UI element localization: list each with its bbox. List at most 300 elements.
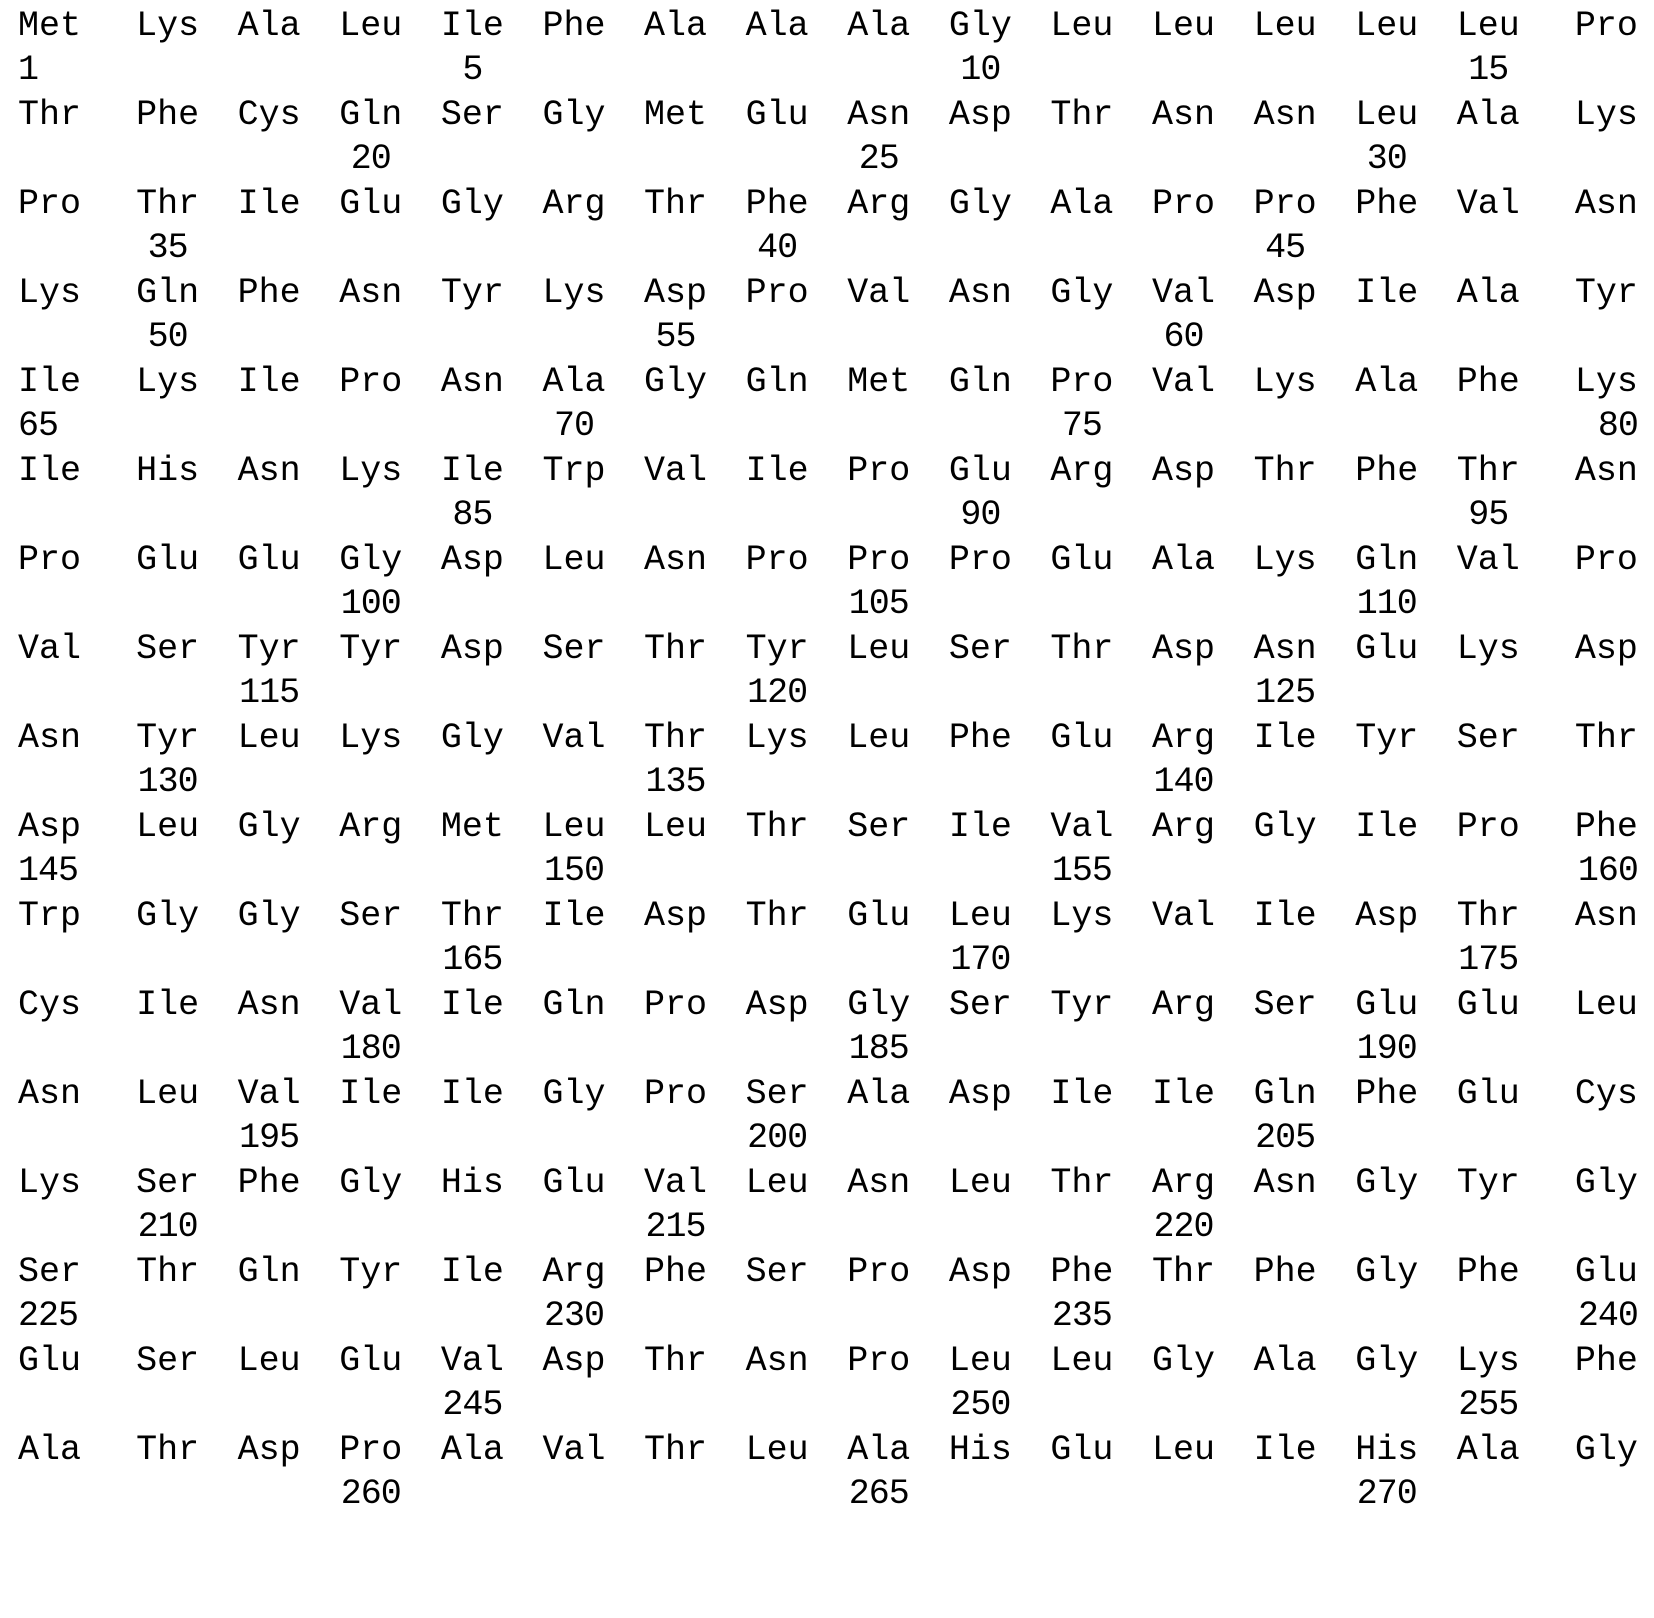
residue: Ser xyxy=(948,629,1012,669)
residue: Arg xyxy=(1152,985,1216,1025)
residue: Ile xyxy=(1253,896,1317,936)
residue-number xyxy=(831,315,927,360)
residue-number xyxy=(424,1205,520,1250)
residue: Ala xyxy=(18,1430,82,1470)
residue: Leu xyxy=(1050,6,1114,46)
residue: Ala xyxy=(1355,362,1419,402)
residue: Phe xyxy=(136,95,200,135)
residue: Ala xyxy=(440,1430,504,1470)
residue-number xyxy=(628,1027,724,1072)
residue: Glu xyxy=(948,451,1012,491)
residue: Leu xyxy=(542,807,606,847)
residue: Lys xyxy=(339,718,403,758)
residue-number xyxy=(323,493,419,538)
residue: Gly xyxy=(136,896,200,936)
residue: Asn xyxy=(1253,1163,1317,1203)
residue-number xyxy=(1136,1116,1232,1161)
residue: Ala xyxy=(847,1430,911,1470)
residue-number xyxy=(221,137,317,182)
residue: Phe xyxy=(745,184,809,224)
residue: Pro xyxy=(339,1430,403,1470)
residue: Gly xyxy=(1152,1341,1216,1381)
residue: Glu xyxy=(18,1341,82,1381)
residue: Lys xyxy=(1574,95,1638,135)
residue-number: 185 xyxy=(848,1029,909,1069)
residue-number xyxy=(221,1294,317,1339)
residue: Leu xyxy=(1355,95,1419,135)
residue-number: 225 xyxy=(18,1296,79,1336)
residue-number xyxy=(1136,493,1232,538)
residue-number xyxy=(1237,404,1333,449)
residue-number xyxy=(932,315,1028,360)
residue: Gln xyxy=(745,362,809,402)
residue: Asp xyxy=(948,1074,1012,1114)
residue-number xyxy=(831,760,927,805)
residue: Glu xyxy=(1456,985,1520,1025)
residue: Gly xyxy=(542,95,606,135)
residue: Phe xyxy=(1355,184,1419,224)
residue-number xyxy=(1440,1294,1536,1339)
residue: Asp xyxy=(1152,451,1216,491)
residue-number xyxy=(1440,671,1536,716)
residue: Gln xyxy=(237,1252,301,1292)
residue: Trp xyxy=(542,451,606,491)
residue: Lys xyxy=(1574,362,1638,402)
residue: Ala xyxy=(1456,273,1520,313)
residue-number xyxy=(932,760,1028,805)
residue-number: 230 xyxy=(543,1296,604,1336)
residue-number: 75 xyxy=(1061,406,1102,446)
residue-number xyxy=(729,493,825,538)
residue-number xyxy=(14,671,114,716)
residue-number xyxy=(1136,849,1232,894)
residue-number xyxy=(1034,1205,1130,1250)
residue: Ile xyxy=(542,896,606,936)
residue-number xyxy=(1237,1027,1333,1072)
residue-number xyxy=(424,1116,520,1161)
residue: Glu xyxy=(1050,1430,1114,1470)
residue: Leu xyxy=(1152,1430,1216,1470)
residue-number-line xyxy=(14,938,1640,983)
residue: Pro xyxy=(745,273,809,313)
sequence-row xyxy=(14,1161,1640,1250)
residue: Thr xyxy=(745,807,809,847)
residue-number-line xyxy=(14,1472,1640,1517)
residue-number xyxy=(1237,849,1333,894)
residue-number xyxy=(1542,1027,1640,1072)
residue-number xyxy=(323,1116,419,1161)
residue-number xyxy=(628,938,724,983)
residue-number xyxy=(1542,1383,1640,1428)
residue-number xyxy=(120,849,216,894)
residue-number: 220 xyxy=(1153,1207,1214,1247)
residue: Tyr xyxy=(339,629,403,669)
residue-number xyxy=(1237,1383,1333,1428)
residue-number xyxy=(1542,582,1640,627)
residue: Cys xyxy=(1574,1074,1638,1114)
residue-number xyxy=(1542,1472,1640,1517)
residue-number xyxy=(1034,582,1130,627)
residue: Phe xyxy=(1253,1252,1317,1292)
residue: Phe xyxy=(1456,362,1520,402)
residue-number xyxy=(221,849,317,894)
residue: Asn xyxy=(1574,184,1638,224)
residue-number xyxy=(729,404,825,449)
residue-number: 245 xyxy=(442,1385,503,1425)
residue: Leu xyxy=(237,718,301,758)
residue-number xyxy=(831,1383,927,1428)
residue-number xyxy=(932,671,1028,716)
residue: Glu xyxy=(339,184,403,224)
residue: Pro xyxy=(1574,540,1638,580)
residue: Asn xyxy=(745,1341,809,1381)
residue: Lys xyxy=(1456,1341,1520,1381)
residue-number: 195 xyxy=(239,1118,300,1158)
residue: Asp xyxy=(948,1252,1012,1292)
residue-number: 105 xyxy=(848,584,909,624)
residue-line xyxy=(14,360,1640,404)
residue-number xyxy=(221,404,317,449)
residue-number xyxy=(323,671,419,716)
residue-number xyxy=(729,849,825,894)
residue: Asp xyxy=(745,985,809,1025)
sequence-row xyxy=(14,93,1640,182)
residue-number xyxy=(1237,760,1333,805)
residue-number xyxy=(14,582,114,627)
residue: Pro xyxy=(1456,807,1520,847)
residue: Gln xyxy=(136,273,200,313)
residue-number xyxy=(1136,226,1232,271)
residue: Thr xyxy=(1050,629,1114,669)
residue-number xyxy=(932,1027,1028,1072)
residue-number: 25 xyxy=(858,139,899,179)
residue-number xyxy=(221,1472,317,1517)
residue: Thr xyxy=(644,718,708,758)
residue: Ser xyxy=(542,629,606,669)
residue: Thr xyxy=(1050,1163,1114,1203)
residue: Gly xyxy=(237,896,301,936)
residue: Thr xyxy=(1152,1252,1216,1292)
residue-number xyxy=(526,226,622,271)
residue-number xyxy=(1034,1116,1130,1161)
residue: Asn xyxy=(18,1074,82,1114)
residue: Phe xyxy=(1050,1252,1114,1292)
residue-number: 180 xyxy=(340,1029,401,1069)
residue: Tyr xyxy=(1574,273,1638,313)
residue-number xyxy=(221,582,317,627)
residue-number xyxy=(1136,1294,1232,1339)
residue-number xyxy=(831,48,927,93)
residue: Ala xyxy=(644,6,708,46)
residue-number: 130 xyxy=(137,762,198,802)
residue: Ala xyxy=(542,362,606,402)
residue: Ala xyxy=(1456,1430,1520,1470)
residue: Pro xyxy=(18,184,82,224)
residue: Pro xyxy=(847,1341,911,1381)
residue-number xyxy=(729,938,825,983)
residue-number xyxy=(1339,1116,1435,1161)
residue: Ile xyxy=(440,451,504,491)
residue-number-line xyxy=(14,760,1640,805)
residue: Pro xyxy=(1050,362,1114,402)
residue-number xyxy=(424,1472,520,1517)
residue-number xyxy=(424,1294,520,1339)
residue: Asn xyxy=(1574,451,1638,491)
residue-number xyxy=(526,1205,622,1250)
residue: Asn xyxy=(644,540,708,580)
residue-number xyxy=(526,1383,622,1428)
residue-number xyxy=(14,226,114,271)
residue-number xyxy=(526,582,622,627)
residue-number xyxy=(120,493,216,538)
residue-number xyxy=(1034,938,1130,983)
residue: Gly xyxy=(1355,1163,1419,1203)
residue: Tyr xyxy=(237,629,301,669)
residue-number xyxy=(1339,849,1435,894)
residue-number xyxy=(1136,938,1232,983)
residue: Thr xyxy=(440,896,504,936)
residue-number xyxy=(1339,1383,1435,1428)
residue-number xyxy=(424,226,520,271)
residue: Ser xyxy=(136,1163,200,1203)
residue: Leu xyxy=(948,896,1012,936)
residue: Arg xyxy=(1152,1163,1216,1203)
residue-number: 80 xyxy=(1597,406,1638,446)
residue-number xyxy=(1136,137,1232,182)
residue-number xyxy=(14,1383,114,1428)
residue-number xyxy=(628,137,724,182)
residue-number: 155 xyxy=(1051,851,1112,891)
residue-number: 160 xyxy=(1577,851,1638,891)
residue-number-line xyxy=(14,315,1640,360)
residue: Asp xyxy=(1574,629,1638,669)
residue-number xyxy=(1542,1205,1640,1250)
residue-number xyxy=(323,226,419,271)
residue-number: 200 xyxy=(747,1118,808,1158)
residue: Phe xyxy=(644,1252,708,1292)
residue-number-line xyxy=(14,226,1640,271)
residue-number xyxy=(729,315,825,360)
residue: Tyr xyxy=(440,273,504,313)
residue: Ala xyxy=(745,6,809,46)
residue: Gly xyxy=(1050,273,1114,313)
residue-number xyxy=(932,1472,1028,1517)
residue-number xyxy=(628,404,724,449)
residue: Ile xyxy=(440,1074,504,1114)
residue-number: 205 xyxy=(1255,1118,1316,1158)
residue: Phe xyxy=(542,6,606,46)
residue-number xyxy=(628,48,724,93)
residue-line xyxy=(14,449,1640,493)
residue-number xyxy=(120,48,216,93)
residue: Glu xyxy=(1456,1074,1520,1114)
residue-number xyxy=(1237,315,1333,360)
residue: Arg xyxy=(1050,451,1114,491)
residue-number xyxy=(1440,315,1536,360)
residue: Glu xyxy=(847,896,911,936)
residue-number: 255 xyxy=(1458,1385,1519,1425)
residue-number: 135 xyxy=(645,762,706,802)
residue: Gly xyxy=(1574,1430,1638,1470)
residue-number: 1 xyxy=(18,50,39,90)
residue-number: 70 xyxy=(553,406,594,446)
residue: Pro xyxy=(1253,184,1317,224)
residue-number xyxy=(729,582,825,627)
residue-number xyxy=(120,137,216,182)
residue-number xyxy=(526,137,622,182)
residue-number xyxy=(1542,671,1640,716)
residue: Asn xyxy=(440,362,504,402)
residue: Gly xyxy=(542,1074,606,1114)
residue-number xyxy=(628,1116,724,1161)
residue: Leu xyxy=(542,540,606,580)
residue: Pro xyxy=(847,451,911,491)
residue: Pro xyxy=(1574,6,1638,46)
residue-number xyxy=(120,582,216,627)
residue: Met xyxy=(440,807,504,847)
residue-number xyxy=(1440,404,1536,449)
residue-number xyxy=(1237,48,1333,93)
residue: Leu xyxy=(1456,6,1520,46)
sequence-row xyxy=(14,360,1640,449)
residue-number-line xyxy=(14,671,1640,716)
residue: Ser xyxy=(440,95,504,135)
residue-number xyxy=(628,493,724,538)
residue-number xyxy=(831,671,927,716)
residue: Asp xyxy=(18,807,82,847)
residue-number xyxy=(14,1472,114,1517)
residue-number xyxy=(526,1027,622,1072)
residue-number: 125 xyxy=(1255,673,1316,713)
residue: Leu xyxy=(644,807,708,847)
residue-number xyxy=(628,1472,724,1517)
residue: Ser xyxy=(136,1341,200,1381)
residue-number xyxy=(120,938,216,983)
residue: Asp xyxy=(237,1430,301,1470)
residue-line xyxy=(14,1428,1640,1472)
residue: Glu xyxy=(1050,718,1114,758)
residue-number: 20 xyxy=(350,139,391,179)
residue: Glu xyxy=(136,540,200,580)
residue-number xyxy=(831,493,927,538)
residue-line xyxy=(14,1250,1640,1294)
residue: Thr xyxy=(1050,95,1114,135)
residue: Phe xyxy=(1574,807,1638,847)
residue: Thr xyxy=(644,184,708,224)
residue-number xyxy=(1339,404,1435,449)
residue-number xyxy=(323,1383,419,1428)
residue-number xyxy=(932,137,1028,182)
residue: Ile xyxy=(1152,1074,1216,1114)
residue: Ile xyxy=(339,1074,403,1114)
residue-number xyxy=(1237,938,1333,983)
residue: Tyr xyxy=(1050,985,1114,1025)
residue-line xyxy=(14,983,1640,1027)
residue: Phe xyxy=(1355,1074,1419,1114)
residue: Cys xyxy=(18,985,82,1025)
residue: Pro xyxy=(644,985,708,1025)
sequence-row xyxy=(14,1072,1640,1161)
sequence-row xyxy=(14,4,1640,93)
residue-number xyxy=(1339,1205,1435,1250)
residue: Gly xyxy=(440,718,504,758)
residue-number xyxy=(323,760,419,805)
residue: Ile xyxy=(745,451,809,491)
residue: Met xyxy=(847,362,911,402)
residue-number xyxy=(729,48,825,93)
residue-number: 40 xyxy=(757,228,798,268)
residue: Ala xyxy=(1253,1341,1317,1381)
residue: Trp xyxy=(18,896,82,936)
residue: Thr xyxy=(136,1252,200,1292)
sequence-row xyxy=(14,1339,1640,1428)
residue: Leu xyxy=(1253,6,1317,46)
residue: Val xyxy=(440,1341,504,1381)
residue-number xyxy=(1034,1383,1130,1428)
residue-number xyxy=(628,226,724,271)
residue-number xyxy=(1339,938,1435,983)
residue: Thr xyxy=(1456,896,1520,936)
residue: Asp xyxy=(1152,629,1216,669)
residue-number xyxy=(1136,1383,1232,1428)
residue: His xyxy=(136,451,200,491)
residue-line xyxy=(14,716,1640,760)
residue-number xyxy=(1440,760,1536,805)
residue: Ile xyxy=(136,985,200,1025)
residue-number xyxy=(1339,315,1435,360)
residue-number xyxy=(628,582,724,627)
residue: Ser xyxy=(745,1252,809,1292)
residue: Gly xyxy=(1574,1163,1638,1203)
residue: Pro xyxy=(339,362,403,402)
residue-number-line xyxy=(14,1205,1640,1250)
residue-number xyxy=(14,315,114,360)
residue: Lys xyxy=(1456,629,1520,669)
residue: Val xyxy=(542,1430,606,1470)
residue: Val xyxy=(1050,807,1114,847)
residue-number xyxy=(1339,760,1435,805)
residue-number: 90 xyxy=(960,495,1001,535)
residue-number xyxy=(1440,582,1536,627)
residue: Ser xyxy=(339,896,403,936)
residue-number xyxy=(1440,1472,1536,1517)
residue-number xyxy=(729,1027,825,1072)
residue-number xyxy=(932,1205,1028,1250)
residue: Val xyxy=(847,273,911,313)
residue-number xyxy=(120,1027,216,1072)
residue-number xyxy=(1034,1472,1130,1517)
residue: Ile xyxy=(1050,1074,1114,1114)
residue: Asp xyxy=(1355,896,1419,936)
residue-number: 260 xyxy=(340,1474,401,1514)
residue: Lys xyxy=(1253,362,1317,402)
residue-number xyxy=(323,1294,419,1339)
residue-number xyxy=(1237,1472,1333,1517)
sequence-row xyxy=(14,538,1640,627)
residue: Phe xyxy=(1355,451,1419,491)
residue: Asn xyxy=(847,95,911,135)
residue-number xyxy=(323,849,419,894)
residue-number xyxy=(221,315,317,360)
residue: Lys xyxy=(1253,540,1317,580)
residue: Glu xyxy=(1050,540,1114,580)
residue: Asn xyxy=(1574,896,1638,936)
residue: Pro xyxy=(847,540,911,580)
residue: Pro xyxy=(847,1252,911,1292)
residue-number xyxy=(932,582,1028,627)
residue: Leu xyxy=(847,629,911,669)
sequence-row xyxy=(14,182,1640,271)
